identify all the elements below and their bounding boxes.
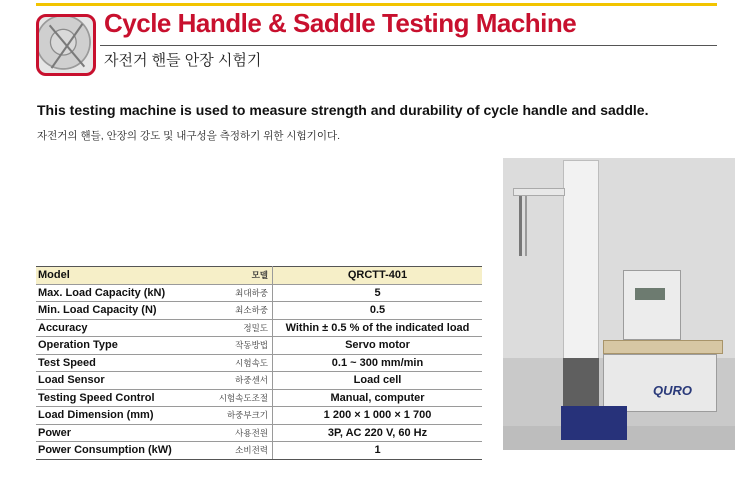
spec-label-korean: 정밀도 xyxy=(190,319,273,337)
spec-label: Operation Type xyxy=(36,337,190,355)
spec-label-korean: 시험속도 xyxy=(190,354,273,372)
spec-label-korean: 하중부크기 xyxy=(190,407,273,425)
spec-label-korean: 시험속도조절 xyxy=(190,389,273,407)
machine-load-rod xyxy=(525,196,527,256)
description-korean: 자전거의 핸들, 안장의 강도 및 내구성을 측정하기 위한 시험기이다. xyxy=(37,130,341,142)
machine-controller xyxy=(623,270,681,340)
spec-table xyxy=(36,266,482,460)
spec-label-korean: 소비전력 xyxy=(190,442,273,460)
spec-label: Load Dimension (mm) xyxy=(36,407,190,425)
spec-value: 1 200 × 1 000 × 1 700 xyxy=(273,407,483,425)
spec-label: Accuracy xyxy=(36,319,190,337)
spec-label: Test Speed xyxy=(36,354,190,372)
table-row xyxy=(36,354,482,372)
spec-value: Within ± 0.5 % of the indicated load xyxy=(273,319,483,337)
spec-label-korean: 최소하중 xyxy=(190,302,273,320)
spec-label-korean: 작동방법 xyxy=(190,337,273,355)
spec-value: 1 xyxy=(273,442,483,460)
title-divider xyxy=(100,45,717,46)
top-accent-bar xyxy=(36,3,717,6)
spec-value: Manual, computer xyxy=(273,389,483,407)
machine-arm xyxy=(513,188,565,196)
spec-label: Load Sensor xyxy=(36,372,190,390)
table-row xyxy=(36,284,482,302)
spec-label-korean: 사용전원 xyxy=(190,424,273,442)
table-row xyxy=(36,424,482,442)
spec-label-korean: 모델 xyxy=(190,267,273,285)
spec-value: 0.1 ~ 300 mm/min xyxy=(273,354,483,372)
spec-value: Servo motor xyxy=(273,337,483,355)
table-row xyxy=(36,372,482,390)
spec-label: Model xyxy=(36,267,190,285)
machine-load-rod xyxy=(519,196,522,256)
controller-display xyxy=(635,288,665,300)
spec-value: 0.5 xyxy=(273,302,483,320)
machine-photo xyxy=(503,158,735,450)
machine-blue-base xyxy=(561,406,627,440)
wheel-thumbnail-image xyxy=(36,14,96,76)
table-row xyxy=(36,407,482,425)
spec-value: 3P, AC 220 V, 60 Hz xyxy=(273,424,483,442)
spec-value: 5 xyxy=(273,284,483,302)
spec-label-korean: 최대하중 xyxy=(190,284,273,302)
page-subtitle: 자전거 핸들 안장 시험기 xyxy=(104,52,262,69)
table-row xyxy=(36,442,482,460)
description-english: This testing machine is used to measure strength and durability of cycle handle and saddle. xyxy=(37,102,649,118)
spec-label: Power xyxy=(36,424,190,442)
machine-table-top xyxy=(603,340,723,354)
table-row xyxy=(36,319,482,337)
spec-label-korean: 하중센서 xyxy=(190,372,273,390)
spec-label: Power Consumption (kW) xyxy=(36,442,190,460)
table-row xyxy=(36,389,482,407)
spec-label: Min. Load Capacity (N) xyxy=(36,302,190,320)
brand-logo: QURO xyxy=(653,383,692,398)
table-row xyxy=(36,337,482,355)
spec-table-header-row xyxy=(36,267,482,285)
table-row xyxy=(36,302,482,320)
spec-value: QRCTT-401 xyxy=(273,267,483,285)
spec-label: Testing Speed Control xyxy=(36,389,190,407)
spec-value: Load cell xyxy=(273,372,483,390)
spec-label: Max. Load Capacity (kN) xyxy=(36,284,190,302)
page-title: Cycle Handle & Saddle Testing Machine xyxy=(104,8,577,38)
